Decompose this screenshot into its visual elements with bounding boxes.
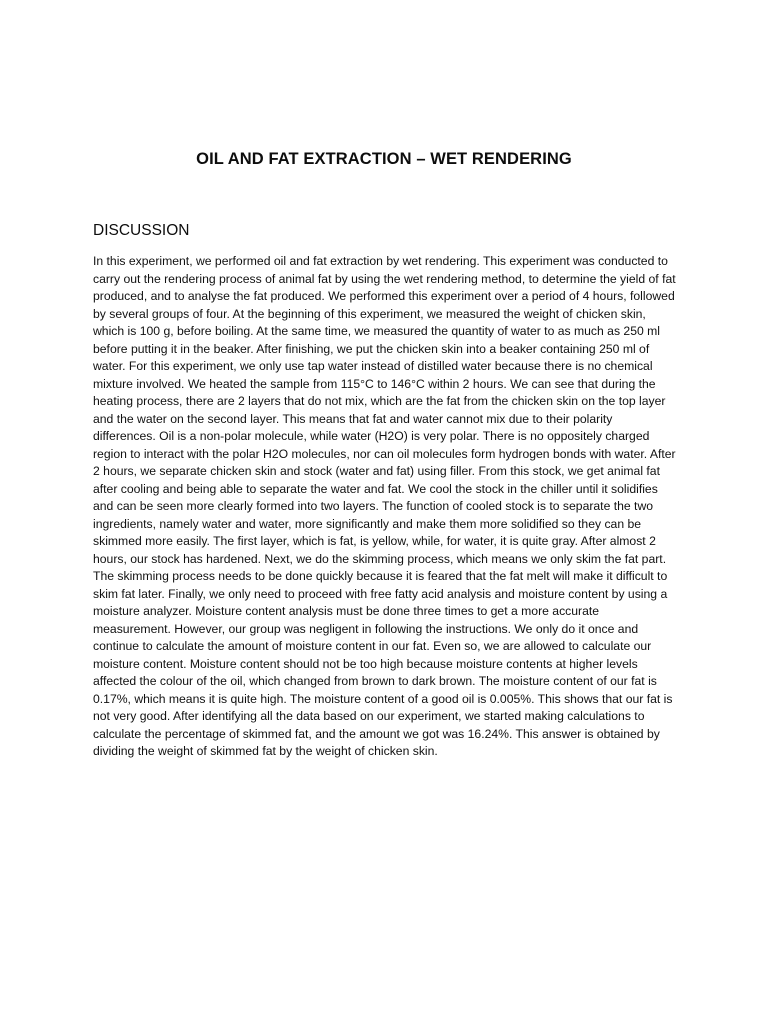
document-title: OIL AND FAT EXTRACTION – WET RENDERING: [196, 150, 572, 168]
discussion-paragraph: In this experiment, we performed oil and fat extraction by wet rendering. This experiment was conducted to carry out the rendering process of animal fat by using the wet rendering method, to determine the yield of fat produced, and to analyse the fat produced. We performed this experiment over a period of 4 hours, followed by several groups of four. At the beginning of this experiment, we measured the weight of chicken skin, which is 100 g, before boiling. At the same time, we measured the quantity of water to as much as 250 ml before putting it in the beaker. After finishing, we put the chicken skin into a beaker containing 250 ml of water. For this experiment, we only use tap water instead of distilled water because there is no chemical mixture involved. We heated the sample from 115°C to 146°C within 2 hours. We can see that during the heating process, there are 2 layers that do not mix, which are the fat from the chicken skin on the top layer and the water on the second layer. This means that fat and water cannot mix due to their polarity differences. Oil is a non-polar molecule, while water (H2O) is very polar. There is no oppositely charged region to interact with the polar H2O molecules, nor can oil molecules form hydrogen bonds with water. After 2 hours, we separate chicken skin and stock (water and fat) using filler. From this stock, we get animal fat after cooling and being able to separate the water and fat. We cool the stock in the chiller until it solidifies and can be seen more clearly formed into two layers. The function of cooled stock is to separate the two ingredients, namely water and water, more significantly and make them more solidified so they can be skimmed more easily. The first layer, which is fat, is yellow, while, for water, it is quite gray. After almost 2 hours, our stock has hardened. Next, we do the skimming process, which means we only skim the fat part. The skimming process needs to be done quickly because it is feared that the fat melt will make it difficult to skim fat later. Finally, we only need to proceed with free fatty acid analysis and moisture content by using a moisture analyzer. Moisture content analysis must be done three times to get a more accurate measurement. However, our group was negligent in following the instructions. We only do it once and continue to calculate the amount of moisture content in our fat. Even so, we are allowed to calculate our moisture content. Moisture content should not be too high because moisture contents at higher levels affected the colour of the oil, which changed from brown to dark brown. The moisture content of our fat is 0.17%, which means it is quite high. The moisture content of a good oil is 0.005%. This shows that our fat is not very good. After identifying all the data based on our experiment, we started making calculations to calculate the percentage of skimmed fat, and the amount we got was 16.24%. This answer is obtained by dividing the weight of skimmed fat by the weight of chicken skin.: [93, 254, 676, 758]
section-heading-discussion: DISCUSSION: [93, 222, 190, 239]
